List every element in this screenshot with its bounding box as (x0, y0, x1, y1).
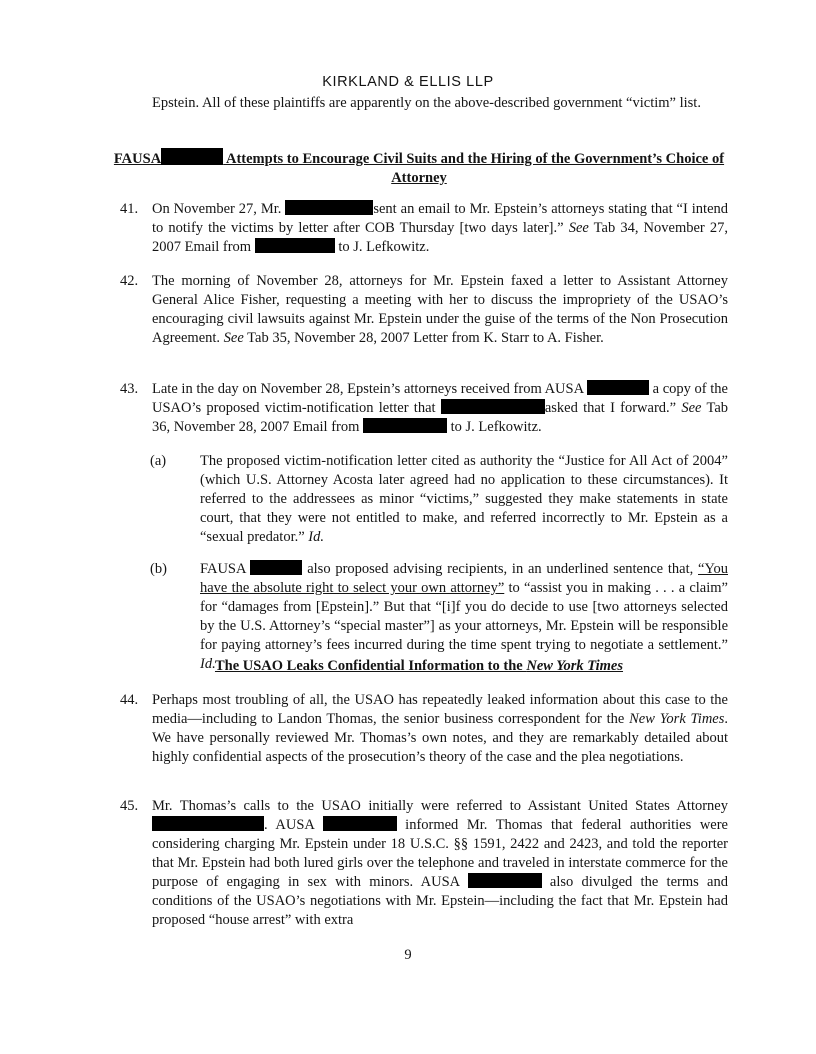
firm-letterhead: KIRKLAND & ELLIS LLP (322, 74, 494, 90)
subparagraph-label-a: (a) (150, 453, 167, 469)
paragraph-number-45: 45. (120, 798, 139, 814)
paragraph-41: On November 27, Mr. sent an email to Mr. Epstein’s attorneys stating that “I intend to notify the victims by letter after COB Thursday [two days later].” See Tab 34, November 27, 2007 Email from to J. Lefkowitz. (152, 201, 729, 255)
subparagraph-a: The proposed victim-notification letter cited as authority the “Justice for All Act of 2004” (which U.S. Attorney Acosta later agreed had no application to these circumstances). It referred to the addressees as minor “victims,” suggested they make statements in state court, that they were not entitled to make, and referred incorrectly to Mr. Epstein as a “sexual predator.” Id. (200, 453, 728, 545)
paragraph-number-41: 41. (120, 201, 139, 217)
paragraph-45: Mr. Thomas’s calls to the USAO initially were referred to Assistant United States Attorney . AUSA informed Mr. Thomas that federal authorities were considering charging Mr. Epstein under 18 U.S.C. §§ 1591, 2422 and 2423, and told the reporter that Mr. Epstein had both lured girls over the telephone and traveled in interstate commerce for the purpose of engaging in sex with minors. AUSA also divulged the terms and conditions of the USAO’s negotiations with Mr. Epstein—including the fact that Mr. Epstein had proposed “house arrest” with extra (152, 798, 728, 928)
paragraph-42: The morning of November 28, attorneys for Mr. Epstein faxed a letter to Assistant Attorney General Alice Fisher, requesting a meeting with her to discuss the impropriety of the USAO’s encouraging civil lawsuits against Mr. Epstein under the guise of the terms of the Non Prosecution Agreement. See Tab 35, November 28, 2007 Letter from K. Starr to A. Fisher. (152, 273, 728, 346)
heading1-pre: FAUSA (113, 151, 162, 167)
intro-line: Epstein. All of these plaintiffs are apparently on the above-described government “victim” list. (152, 95, 701, 111)
redaction-box (255, 238, 335, 253)
subparagraph-label-b: (b) (150, 561, 167, 577)
redaction-box (161, 148, 223, 165)
paragraph-number-42: 42. (120, 273, 139, 289)
redaction-box (441, 399, 545, 414)
redaction-box (152, 816, 264, 831)
redaction-box (587, 380, 649, 395)
paragraph-number-43: 43. (120, 381, 139, 397)
redaction-box (285, 200, 373, 215)
redaction-box (250, 560, 302, 575)
paragraph-43: Late in the day on November 28, Epstein’s attorneys received from AUSA a copy of the USAO’s proposed victim-notification letter that asked that I forward.” See Tab 36, November 28, 2007 Email from to J. Lefkowitz. (152, 381, 729, 435)
page-number: 9 (404, 947, 412, 963)
underlined-quote: “You have the absolute right to select your own attorney” (200, 561, 728, 596)
paragraph-44: Perhaps most troubling of all, the USAO has repeatedly leaked information about this case to the media—including to Landon Thomas, the senior business correspondent for the New York Times. We have personally reviewed Mr. Thomas’s own notes, and they are remarkably detailed about highly confidential aspects of the prosecution’s theory of the case and the plea negotiations. (152, 692, 728, 765)
redaction-box (323, 816, 397, 831)
section-heading-civil-suits (110, 148, 728, 188)
redaction-box (468, 873, 542, 888)
intro-text (152, 94, 728, 113)
redaction-box (363, 418, 447, 433)
heading1-post: Attempts to Encourage Civil Suits and the Hiring of the Government’s Choice of Attorney (223, 151, 725, 186)
section-heading-leaks: The USAO Leaks Confidential Information to the New York Times (214, 658, 624, 674)
paragraph-number-44: 44. (120, 692, 139, 708)
subparagraph-b: FAUSA also proposed advising recipients, in an underlined sentence that, “You have the absolute right to select your own attorney” to “assist you in making . . . a claim” for “damages from [Epstein].” But that “[i]f you do decide to use [two attorneys selected by the U.S. Attorney’s “special master”] as your attorneys, Mr. Epstein will be responsible for paying attorney’s fees incurred during the time spent trying to negotiate a settlement.” Id. (200, 561, 728, 672)
